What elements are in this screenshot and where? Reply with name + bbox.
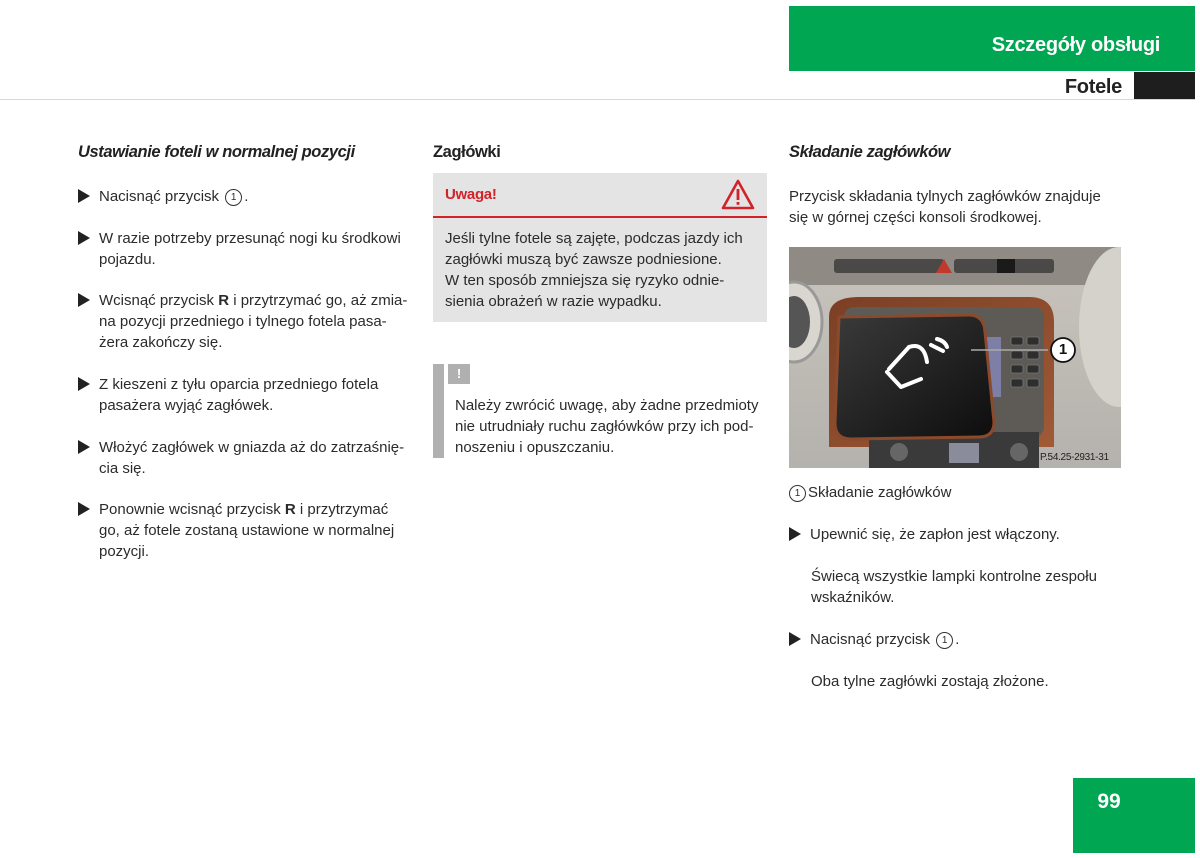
right-step-1: [789, 524, 1129, 545]
intro-line: się w górnej części konsoli środkowej.: [789, 209, 1042, 226]
bullet-arrow-icon: [789, 632, 801, 646]
step-line: W razie potrzeby przesunąć nogi ku środkowi: [99, 230, 401, 247]
step-text: i przytrzymać go, aż zmia-: [229, 292, 408, 309]
step-text: Nacisnąć przycisk: [810, 631, 931, 648]
step-line: cia się.: [99, 460, 146, 477]
step-line: pasażera wyjąć zagłówek.: [99, 397, 274, 414]
step-text: i przytrzymać: [295, 501, 389, 518]
left-step-2: [78, 228, 418, 270]
left-heading: Ustawianie foteli w normalnej pozycji: [78, 143, 355, 161]
bullet-arrow-icon: [78, 377, 90, 391]
step-line: żera zakończy się.: [99, 334, 223, 351]
step-line: Włożyć zagłówek w gniazda aż do zatrzaśnię-: [99, 439, 405, 456]
callout-number: 1: [225, 189, 242, 206]
step-text: Wcisnąć przycisk: [99, 292, 219, 309]
bullet-arrow-icon: [78, 502, 90, 516]
warning-line: zagłówki muszą być zawsze podniesione.: [445, 251, 722, 268]
photo-legend: [789, 482, 951, 503]
key-label: R: [284, 501, 296, 518]
step-line: pojazdu.: [99, 251, 156, 268]
step-text-end: .: [244, 188, 249, 205]
note-line: noszeniu i opuszczaniu.: [455, 439, 615, 456]
left-step-4: [78, 374, 418, 416]
header-divider: [0, 99, 1195, 100]
left-step-3: [78, 290, 418, 353]
step-line: na pozycji przedniego i tylnego fotela pasa-: [99, 313, 387, 330]
bullet-arrow-icon: [78, 231, 90, 245]
left-step-5: [78, 437, 418, 479]
legend-text: Składanie zagłówków: [808, 484, 952, 501]
warning-label: Uwaga!: [445, 186, 497, 203]
note-exclamation-icon: !: [448, 364, 470, 384]
key-label: R: [218, 292, 230, 309]
step-text: Nacisnąć przycisk: [99, 188, 220, 205]
left-step-6: [78, 499, 418, 562]
warning-line: sienia obrażeń w razie wypadku.: [445, 293, 662, 310]
right-heading: Składanie zagłówków: [789, 143, 951, 161]
step-text-end: .: [955, 631, 960, 648]
note-line: nie utrudniały ruchu zagłówków przy ich pod-: [455, 418, 754, 435]
page-number: 99: [1097, 790, 1121, 813]
note-line: Należy zwrócić uwagę, aby żadne przedmioty: [455, 397, 759, 414]
right-intro: [789, 186, 1129, 228]
photo-callout-number: 1: [1058, 341, 1068, 358]
middle-heading: Zagłówki: [433, 143, 501, 161]
bullet-arrow-icon: [78, 189, 90, 203]
right-step-2: [789, 629, 1129, 650]
right-step-1-result: [811, 566, 1131, 608]
bullet-arrow-icon: [78, 293, 90, 307]
left-step-1: [78, 186, 418, 207]
right-step-2-result: Oba tylne zagłówki zostają złożone.: [811, 673, 1049, 690]
legend-number: 1: [789, 485, 806, 502]
step-text: Upewnić się, że zapłon jest włączony.: [810, 526, 1060, 543]
warning-triangle-icon: [721, 179, 755, 210]
result-line: wskaźników.: [811, 589, 895, 606]
bullet-arrow-icon: [789, 527, 801, 541]
step-line: pozycji.: [99, 543, 150, 560]
step-line: go, aż fotele zostaną ustawione w normalnej: [99, 522, 395, 539]
warning-line: W ten sposób zmniejsza się ryzyko odnie-: [445, 272, 725, 289]
section-title: Szczegóły obsługi: [991, 34, 1160, 56]
note-text: [455, 395, 773, 458]
step-text: Ponownie wcisnąć przycisk: [99, 501, 285, 518]
photo-reference-code: P.54.25-2931-31: [1040, 452, 1109, 463]
note-bar: [433, 364, 444, 458]
subsection-title: Fotele: [1064, 76, 1122, 98]
warning-text: [445, 228, 760, 312]
callout-number: 1: [936, 632, 953, 649]
bullet-arrow-icon: [78, 440, 90, 454]
step-line: Z kieszeni z tyłu oparcia przedniego fotela: [99, 376, 379, 393]
warning-line: Jeśli tylne fotele są zajęte, podczas jazdy ich: [445, 230, 743, 247]
result-line: Świecą wszystkie lampki kontrolne zespołu: [811, 568, 1097, 585]
intro-line: Przycisk składania tylnych zagłówków znajduje: [789, 188, 1101, 205]
subsection-marker: [1134, 72, 1195, 99]
